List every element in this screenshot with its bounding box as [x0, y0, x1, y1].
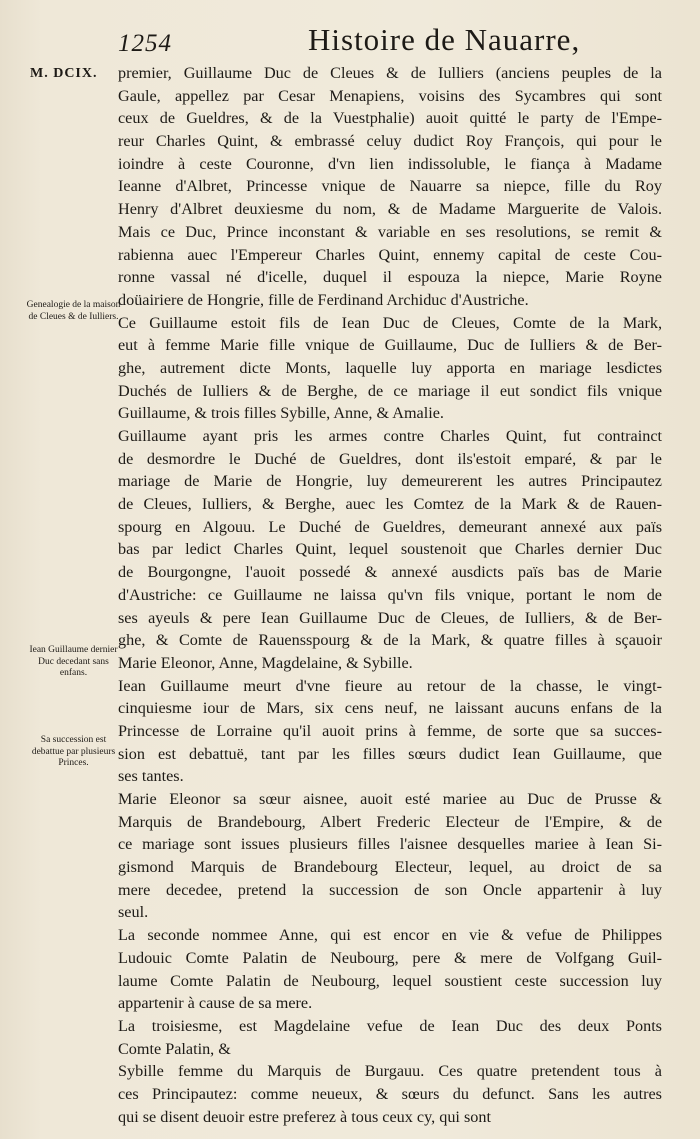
text-line: Gaule, appellez par Cesar Menapiens, voisins des Sycambres qui sont — [118, 86, 662, 105]
text-line: Mais ce Duc, Prince inconstant & variable en ses resolutions, se remit & — [118, 222, 662, 241]
text-line: mariage de Marie de Hongrie, luy demeurerent les autres Principautez — [118, 472, 662, 491]
text-line: Marquis de Brandebourg, Albert Frederic Electeur de l'Empire, & de — [118, 812, 662, 831]
text-line: d'Austriche: ce Guillaume ne laissa qu'vn fils vnique, portant le nom de — [118, 585, 662, 604]
text-line: ce mariage sont issues plusieurs filles l'aisnee desquelles mariee à Iean Si- — [118, 835, 662, 854]
text-line: La seconde nommee Anne, qui est encor en vie & vefue de Philippes — [118, 926, 662, 945]
text-line: Marie Eleonor sa sœur aisnee, auoit esté mariee au Duc de Prusse & — [118, 790, 662, 808]
text-line: Marie Eleonor, Anne, Magdelaine, & Sybille. — [118, 653, 413, 672]
text-line: Guillaume, & trois filles Sybille, Anne, & Amalie. — [118, 404, 444, 423]
running-title: Histoire de Nauarre, — [308, 22, 581, 57]
text-line: Iean Guillaume meurt d'vne fieure au retour de la chasse, le vingt- — [118, 676, 662, 695]
text-line: Comte Palatin, & — [118, 1039, 231, 1058]
text-line: eut à femme Marie fille vnique de Guillaume, Duc de Iulliers & de Ber- — [118, 336, 662, 355]
text-line: ioindre à ceste Couronne, d'vn lien indissoluble, le fiança à Madame — [118, 154, 662, 173]
text-line: ghe, & Comte de Rauensspourg & de la Mark, & quatre filles à sçauoir — [118, 631, 662, 650]
text-line: La troisiesme, est Magdelaine vefue de Iean Duc des deux Ponts — [118, 1016, 662, 1035]
margin-note-genealogy: Genealogie de la maison de Cleues & de Iulliers. — [26, 300, 121, 322]
text-line: reur Charles Quint, & embrassé celuy dudict Roy François, qui pour le — [118, 132, 662, 151]
text-line: mere decedee, pretend la succession de son Oncle appartenir à luy — [118, 880, 662, 899]
text-line: ses tantes. — [118, 767, 184, 786]
margin-note-death: Iean Guillaume dernier Duc decedant sans enfans. — [29, 645, 118, 678]
text-line: Duchés de Iulliers & de Berghe, de ce mariage il eut sondict fils vnique — [118, 381, 662, 400]
text-line: de Bourgongne, l'auoit possedé & annexé ausdicts païs bas de Marie — [118, 563, 662, 582]
text-line: cinquiesme iour de Mars, six cens neuf, ne laissant aucuns enfans de la — [118, 699, 662, 718]
body-text — [118, 62, 662, 1128]
text-line: ces Principautez: comme neueux, & sœurs du defunct. Sans les autres — [118, 1084, 662, 1103]
text-line: laume Comte Palatin de Neubourg, lequel soustient ceste succession luy — [118, 971, 662, 990]
text-line: spourg en Algouu. Le Duché de Gueldres, demeurant annexé aux païs — [118, 517, 662, 536]
text-line: premier, Guillaume Duc de Cleues & de Iulliers (anciens peuples de la — [118, 64, 662, 82]
page-number: 1254 — [118, 30, 172, 57]
text-line: Sybille femme du Marquis de Burgauu. Ces quatre pretendent tous à — [118, 1062, 662, 1081]
text-line: ceux de Gueldres, & de la Vuestphalie) auoit quitté le party de l'Empe- — [118, 109, 662, 128]
text-line: ronne vassal né d'icelle, duquel il espouza la niepce, Marie Royne — [118, 268, 662, 287]
text-line: ghe, autrement dicte Monts, laquelle luy apporta en mariage lesdictes — [118, 358, 662, 377]
text-line: de desmordre le Duché de Gueldres, dont ils'estoit emparé, & par le — [118, 449, 662, 468]
text-line: Ce Guillaume estoit fils de Iean Duc de Cleues, Comte de la Mark, — [118, 313, 662, 332]
text-line: Princesse de Lorraine qu'il auoit prins à femme, de sorte que sa succes- — [118, 721, 662, 740]
margin-note-succession: Sa succession est debattue par plusieurs Princes. — [31, 735, 116, 768]
text-line: Ludouic Comte Palatin de Neubourg, pere & mere de Volfgang Guil- — [118, 948, 662, 967]
text-line: qui se disent deuoir estre preferez à tous ceux cy, qui sont — [118, 1107, 491, 1126]
text-line: rabienna auec l'Empereur Charles Quint, ennemy capital de ceste Cou- — [118, 245, 662, 264]
text-line: sion est debattuë, tant par les filles sœurs dudict Iean Guillaume, que — [118, 744, 662, 763]
text-line: seul. — [118, 903, 149, 922]
text-line: gismond Marquis de Brandebourg Electeur, lequel, au droict de sa — [118, 858, 662, 877]
text-line: de Cleues, Iulliers, & Berghe, auec les Comtez de la Mark & de Rauen- — [118, 495, 662, 514]
text-line: Ieanne d'Albret, Princesse vnique de Nauarre sa niepce, fille du Roy — [118, 177, 662, 196]
page-header — [0, 22, 700, 62]
text-line: doüairiere de Hongrie, fille de Ferdinand Archiduc d'Austriche. — [118, 290, 529, 309]
text-line: Guillaume ayant pris les armes contre Charles Quint, fut contrainct — [118, 427, 662, 445]
text-line: ses ayeuls & pere Iean Guillaume Duc de Cleues, de Iulliers, & de Ber- — [118, 608, 662, 627]
margin-year: M. DCIX. — [30, 66, 98, 81]
text-line: bas par ledict Charles Quint, lequel soustenoit que Charles dernier Duc — [118, 540, 662, 559]
text-line: Henry d'Albret deuxiesme du nom, & de Madame Marguerite de Valois. — [118, 200, 662, 219]
text-line: appartenir à cause de sa mere. — [118, 994, 313, 1013]
